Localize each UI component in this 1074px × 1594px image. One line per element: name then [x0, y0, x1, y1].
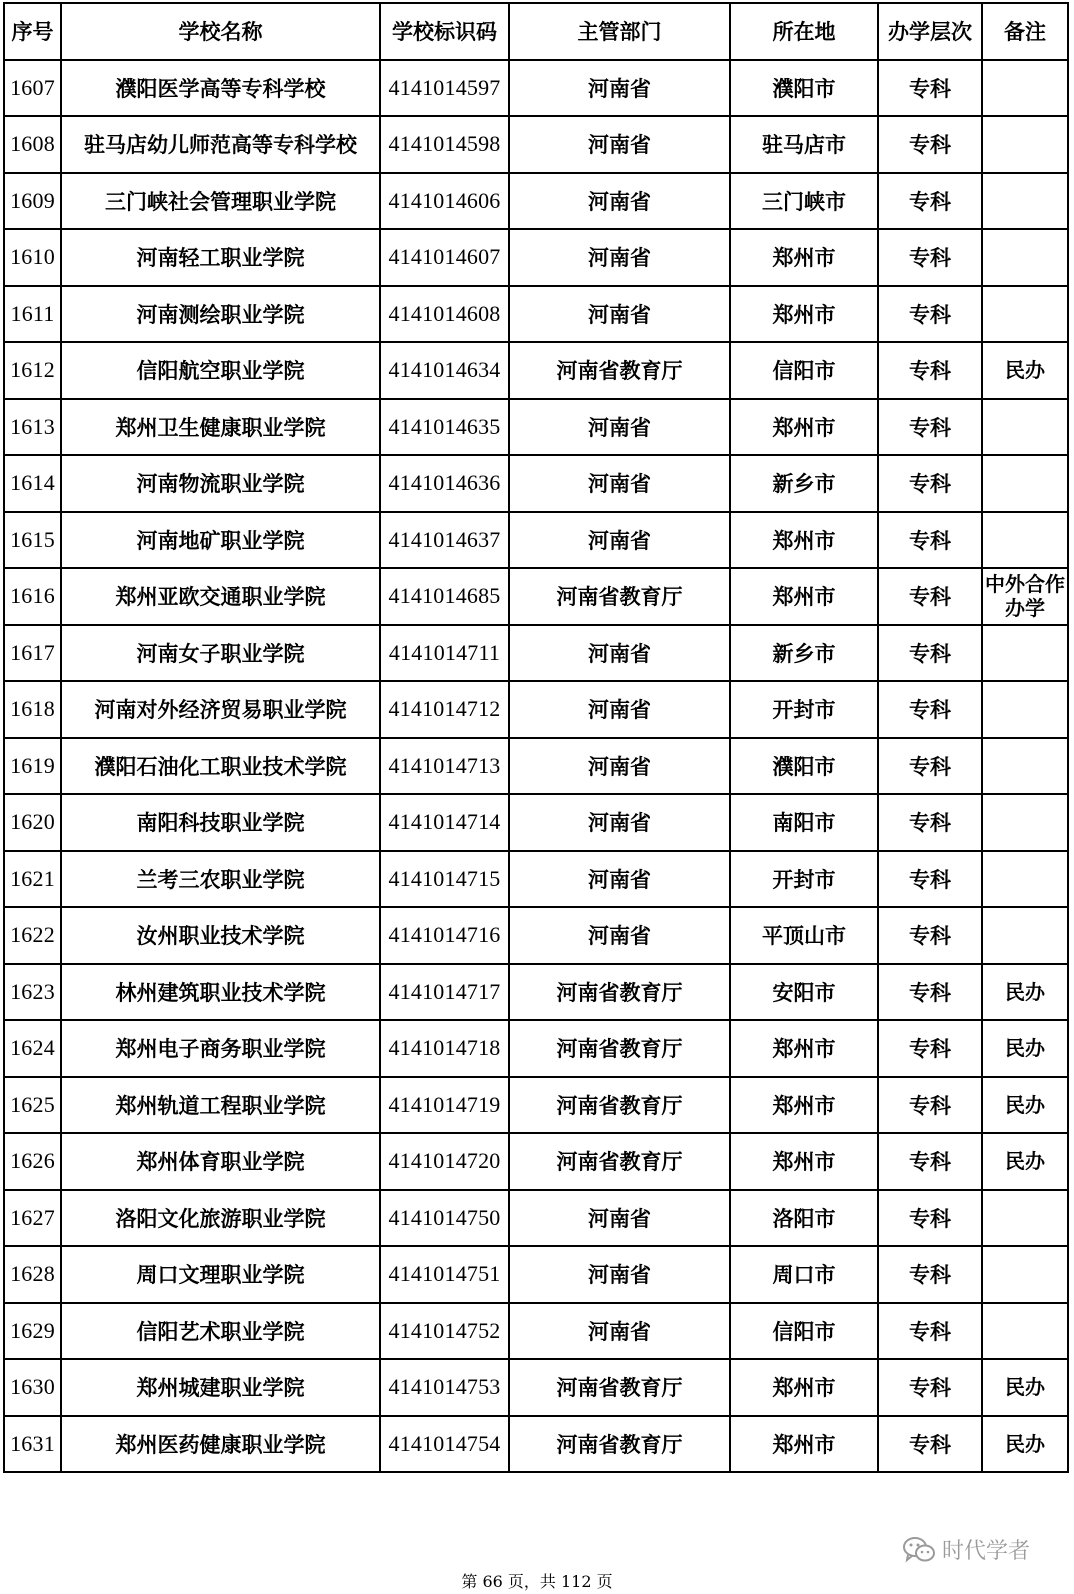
table-row	[4, 173, 1068, 230]
cell-level: 专科	[878, 738, 982, 795]
cell-school-name: 兰考三农职业学院	[61, 851, 380, 908]
cell-school-code: 4141014636	[380, 455, 509, 512]
cell-level: 专科	[878, 399, 982, 456]
cell-row-index: 1608	[4, 116, 61, 173]
watermark	[902, 1534, 1030, 1565]
cell-school-name: 河南测绘职业学院	[61, 286, 380, 343]
cell-level: 专科	[878, 1190, 982, 1247]
cell-note: 民办	[982, 1359, 1068, 1416]
cell-school-code: 4141014718	[380, 1020, 509, 1077]
cell-location: 郑州市	[730, 1133, 878, 1190]
cell-level: 专科	[878, 1246, 982, 1303]
cell-location: 郑州市	[730, 1020, 878, 1077]
cell-school-code: 4141014716	[380, 907, 509, 964]
cell-school-name: 郑州亚欧交通职业学院	[61, 568, 380, 625]
cell-department: 河南省教育厅	[509, 342, 730, 399]
cell-school-name: 郑州医药健康职业学院	[61, 1416, 380, 1473]
header-level: 办学层次	[878, 3, 982, 60]
cell-row-index: 1614	[4, 455, 61, 512]
header-row	[4, 3, 1068, 60]
cell-note	[982, 60, 1068, 117]
cell-row-index: 1613	[4, 399, 61, 456]
table-row	[4, 851, 1068, 908]
cell-row-index: 1607	[4, 60, 61, 117]
cell-location: 三门峡市	[730, 173, 878, 230]
cell-school-name: 河南轻工职业学院	[61, 229, 380, 286]
cell-level: 专科	[878, 625, 982, 682]
cell-department: 河南省教育厅	[509, 1133, 730, 1190]
cell-note	[982, 512, 1068, 569]
wechat-icon	[902, 1536, 936, 1564]
cell-level: 专科	[878, 512, 982, 569]
cell-row-index: 1623	[4, 964, 61, 1021]
cell-location: 平顶山市	[730, 907, 878, 964]
cell-department: 河南省	[509, 851, 730, 908]
header-school-code: 学校标识码	[380, 3, 509, 60]
table-row	[4, 286, 1068, 343]
cell-level: 专科	[878, 173, 982, 230]
cell-row-index: 1629	[4, 1303, 61, 1360]
cell-department: 河南省	[509, 907, 730, 964]
cell-department: 河南省	[509, 1190, 730, 1247]
cell-department: 河南省	[509, 681, 730, 738]
cell-school-code: 4141014608	[380, 286, 509, 343]
cell-level: 专科	[878, 60, 982, 117]
cell-school-code: 4141014685	[380, 568, 509, 625]
table-row	[4, 1416, 1068, 1473]
cell-location: 郑州市	[730, 512, 878, 569]
cell-school-code: 4141014713	[380, 738, 509, 795]
cell-location: 郑州市	[730, 399, 878, 456]
cell-note	[982, 399, 1068, 456]
cell-location: 信阳市	[730, 342, 878, 399]
cell-school-code: 4141014597	[380, 60, 509, 117]
cell-school-name: 郑州体育职业学院	[61, 1133, 380, 1190]
table-row	[4, 229, 1068, 286]
cell-location: 郑州市	[730, 1077, 878, 1134]
cell-row-index: 1611	[4, 286, 61, 343]
cell-school-code: 4141014719	[380, 1077, 509, 1134]
cell-school-code: 4141014598	[380, 116, 509, 173]
cell-department: 河南省	[509, 286, 730, 343]
cell-school-name: 郑州电子商务职业学院	[61, 1020, 380, 1077]
cell-row-index: 1631	[4, 1416, 61, 1473]
cell-school-name: 洛阳文化旅游职业学院	[61, 1190, 380, 1247]
cell-department: 河南省	[509, 512, 730, 569]
cell-location: 南阳市	[730, 794, 878, 851]
cell-level: 专科	[878, 907, 982, 964]
cell-department: 河南省教育厅	[509, 568, 730, 625]
watermark-text: 时代学者	[941, 1539, 1030, 1564]
table-row	[4, 964, 1068, 1021]
cell-row-index: 1615	[4, 512, 61, 569]
cell-school-name: 林州建筑职业技术学院	[61, 964, 380, 1021]
cell-level: 专科	[878, 568, 982, 625]
cell-school-name: 驻马店幼儿师范高等专科学校	[61, 116, 380, 173]
cell-note	[982, 173, 1068, 230]
cell-location: 郑州市	[730, 568, 878, 625]
cell-row-index: 1609	[4, 173, 61, 230]
header-index: 序号	[4, 3, 61, 60]
cell-school-name: 濮阳医学高等专科学校	[61, 60, 380, 117]
table-row	[4, 1133, 1068, 1190]
cell-row-index: 1625	[4, 1077, 61, 1134]
cell-note	[982, 907, 1068, 964]
table-row	[4, 455, 1068, 512]
cell-note	[982, 455, 1068, 512]
cell-row-index: 1618	[4, 681, 61, 738]
cell-department: 河南省	[509, 738, 730, 795]
cell-school-name: 三门峡社会管理职业学院	[61, 173, 380, 230]
cell-level: 专科	[878, 1359, 982, 1416]
table-row	[4, 1246, 1068, 1303]
cell-department: 河南省	[509, 1246, 730, 1303]
cell-note	[982, 738, 1068, 795]
table-row	[4, 1020, 1068, 1077]
cell-location: 安阳市	[730, 964, 878, 1021]
cell-school-name: 南阳科技职业学院	[61, 794, 380, 851]
cell-row-index: 1617	[4, 625, 61, 682]
cell-note	[982, 286, 1068, 343]
cell-note: 民办	[982, 1416, 1068, 1473]
cell-level: 专科	[878, 1416, 982, 1473]
cell-department: 河南省	[509, 399, 730, 456]
page-footer: 第 66 页，共 112 页	[461, 1572, 613, 1591]
cell-note: 中外合作办学	[982, 568, 1068, 625]
header-department: 主管部门	[509, 3, 730, 60]
cell-location: 开封市	[730, 851, 878, 908]
table-row	[4, 681, 1068, 738]
cell-level: 专科	[878, 1133, 982, 1190]
cell-note: 民办	[982, 1020, 1068, 1077]
header-note: 备注	[982, 3, 1068, 60]
header-school-name: 学校名称	[61, 3, 380, 60]
cell-school-name: 郑州卫生健康职业学院	[61, 399, 380, 456]
cell-school-code: 4141014753	[380, 1359, 509, 1416]
school-list-table	[3, 2, 1069, 1473]
cell-location: 郑州市	[730, 229, 878, 286]
table-row	[4, 1303, 1068, 1360]
table-row	[4, 1190, 1068, 1247]
cell-location: 开封市	[730, 681, 878, 738]
cell-department: 河南省	[509, 116, 730, 173]
cell-school-name: 郑州轨道工程职业学院	[61, 1077, 380, 1134]
cell-note	[982, 1246, 1068, 1303]
cell-department: 河南省	[509, 455, 730, 512]
cell-department: 河南省	[509, 625, 730, 682]
cell-school-code: 4141014635	[380, 399, 509, 456]
cell-department: 河南省	[509, 1303, 730, 1360]
cell-row-index: 1616	[4, 568, 61, 625]
cell-location: 郑州市	[730, 1416, 878, 1473]
cell-note: 民办	[982, 964, 1068, 1021]
cell-location: 濮阳市	[730, 738, 878, 795]
table-row	[4, 512, 1068, 569]
cell-location: 郑州市	[730, 286, 878, 343]
cell-level: 专科	[878, 851, 982, 908]
cell-note	[982, 116, 1068, 173]
cell-row-index: 1626	[4, 1133, 61, 1190]
cell-school-code: 4141014711	[380, 625, 509, 682]
cell-location: 信阳市	[730, 1303, 878, 1360]
cell-department: 河南省教育厅	[509, 1359, 730, 1416]
cell-location: 濮阳市	[730, 60, 878, 117]
cell-note: 民办	[982, 1133, 1068, 1190]
cell-school-code: 4141014717	[380, 964, 509, 1021]
cell-level: 专科	[878, 1303, 982, 1360]
cell-school-code: 4141014637	[380, 512, 509, 569]
cell-department: 河南省	[509, 794, 730, 851]
cell-row-index: 1627	[4, 1190, 61, 1247]
cell-school-name: 汝州职业技术学院	[61, 907, 380, 964]
cell-level: 专科	[878, 964, 982, 1021]
cell-school-code: 4141014754	[380, 1416, 509, 1473]
table-row	[4, 907, 1068, 964]
cell-note: 民办	[982, 1077, 1068, 1134]
cell-school-name: 信阳艺术职业学院	[61, 1303, 380, 1360]
cell-row-index: 1621	[4, 851, 61, 908]
cell-note	[982, 229, 1068, 286]
cell-level: 专科	[878, 116, 982, 173]
cell-school-code: 4141014607	[380, 229, 509, 286]
cell-row-index: 1619	[4, 738, 61, 795]
cell-location: 洛阳市	[730, 1190, 878, 1247]
cell-row-index: 1624	[4, 1020, 61, 1077]
cell-row-index: 1610	[4, 229, 61, 286]
cell-note	[982, 1190, 1068, 1247]
cell-school-name: 河南物流职业学院	[61, 455, 380, 512]
cell-level: 专科	[878, 455, 982, 512]
cell-department: 河南省教育厅	[509, 1077, 730, 1134]
cell-location: 新乡市	[730, 625, 878, 682]
cell-school-name: 濮阳石油化工职业技术学院	[61, 738, 380, 795]
cell-location: 郑州市	[730, 1359, 878, 1416]
cell-school-code: 4141014715	[380, 851, 509, 908]
cell-school-name: 河南女子职业学院	[61, 625, 380, 682]
table-row	[4, 116, 1068, 173]
table-row	[4, 1359, 1068, 1416]
cell-department: 河南省教育厅	[509, 1020, 730, 1077]
cell-level: 专科	[878, 1020, 982, 1077]
cell-row-index: 1620	[4, 794, 61, 851]
cell-level: 专科	[878, 229, 982, 286]
cell-school-name: 郑州城建职业学院	[61, 1359, 380, 1416]
cell-location: 新乡市	[730, 455, 878, 512]
cell-level: 专科	[878, 286, 982, 343]
cell-row-index: 1612	[4, 342, 61, 399]
cell-school-code: 4141014752	[380, 1303, 509, 1360]
cell-school-code: 4141014634	[380, 342, 509, 399]
table-row	[4, 625, 1068, 682]
header-location: 所在地	[730, 3, 878, 60]
cell-school-name: 河南地矿职业学院	[61, 512, 380, 569]
cell-school-code: 4141014751	[380, 1246, 509, 1303]
cell-school-code: 4141014606	[380, 173, 509, 230]
table-row	[4, 399, 1068, 456]
table-row	[4, 738, 1068, 795]
cell-school-code: 4141014714	[380, 794, 509, 851]
cell-location: 周口市	[730, 1246, 878, 1303]
cell-department: 河南省	[509, 173, 730, 230]
cell-department: 河南省	[509, 60, 730, 117]
table-row	[4, 794, 1068, 851]
cell-note	[982, 851, 1068, 908]
cell-row-index: 1630	[4, 1359, 61, 1416]
cell-department: 河南省教育厅	[509, 1416, 730, 1473]
cell-note	[982, 681, 1068, 738]
table-row	[4, 60, 1068, 117]
cell-row-index: 1622	[4, 907, 61, 964]
cell-level: 专科	[878, 1077, 982, 1134]
cell-level: 专科	[878, 681, 982, 738]
table-row	[4, 1077, 1068, 1134]
cell-school-code: 4141014720	[380, 1133, 509, 1190]
cell-row-index: 1628	[4, 1246, 61, 1303]
cell-note	[982, 794, 1068, 851]
cell-department: 河南省	[509, 229, 730, 286]
cell-school-code: 4141014750	[380, 1190, 509, 1247]
cell-school-name: 周口文理职业学院	[61, 1246, 380, 1303]
table-row	[4, 568, 1068, 625]
cell-level: 专科	[878, 342, 982, 399]
cell-school-name: 信阳航空职业学院	[61, 342, 380, 399]
cell-note	[982, 1303, 1068, 1360]
cell-school-code: 4141014712	[380, 681, 509, 738]
cell-school-name: 河南对外经济贸易职业学院	[61, 681, 380, 738]
cell-note: 民办	[982, 342, 1068, 399]
cell-level: 专科	[878, 794, 982, 851]
table-row	[4, 342, 1068, 399]
cell-department: 河南省教育厅	[509, 964, 730, 1021]
cell-location: 驻马店市	[730, 116, 878, 173]
cell-note	[982, 625, 1068, 682]
